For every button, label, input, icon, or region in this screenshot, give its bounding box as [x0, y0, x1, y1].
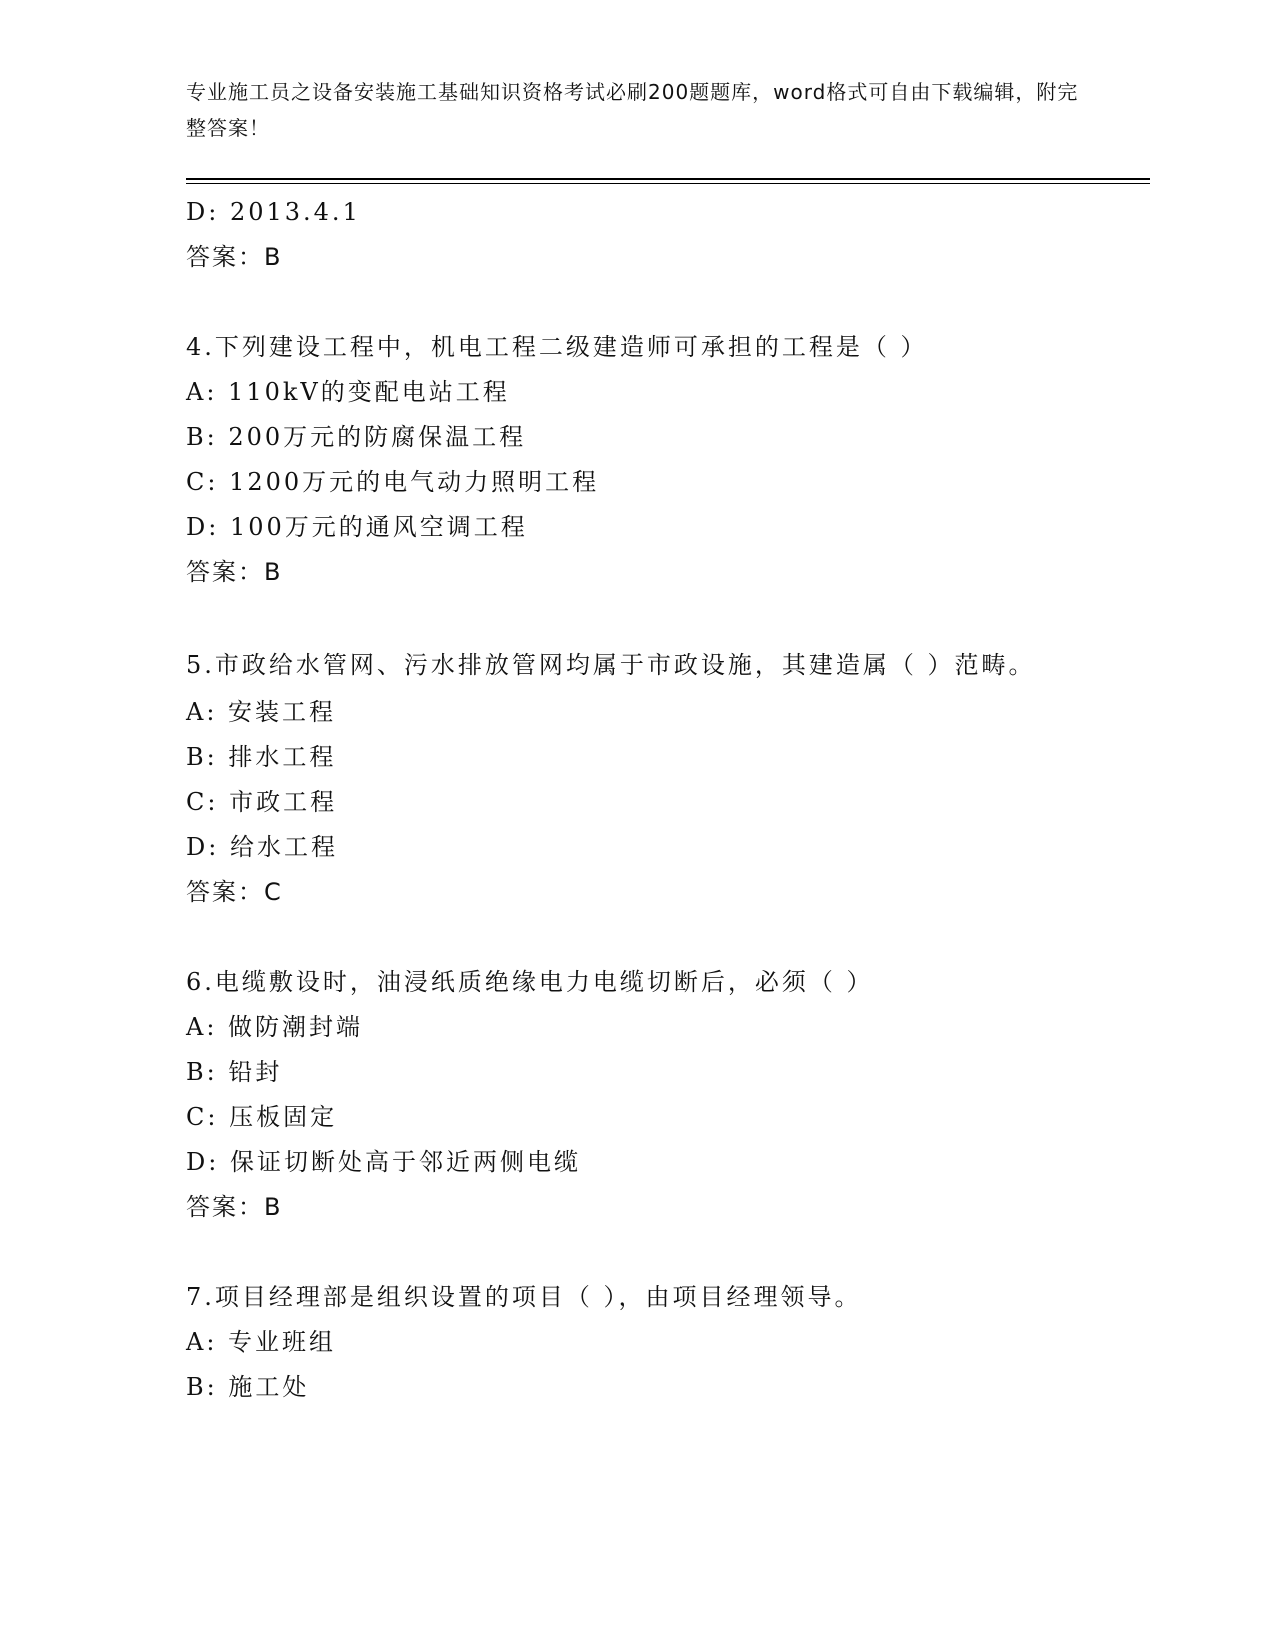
- spacer: [186, 1230, 1146, 1275]
- header-rule-thin: [186, 183, 1150, 184]
- question-4: [186, 325, 1146, 595]
- question-6: [186, 960, 1146, 1230]
- answer: 答案：B: [186, 1193, 283, 1221]
- option-c: C: 市政工程: [186, 788, 338, 816]
- answer: 答案：B: [186, 558, 283, 586]
- spacer: [186, 280, 1146, 325]
- document-header: 专业施工员之设备安装施工基础知识资格考试必刷200题题库，word格式可自由下载编辑，附完整答案！: [186, 80, 1079, 140]
- option-c: C: 1200万元的电气动力照明工程: [186, 468, 600, 496]
- option-a: A: 安装工程: [186, 698, 337, 726]
- spacer: [186, 595, 1146, 640]
- option-d: D: 给水工程: [186, 833, 338, 861]
- question-text: 6.电缆敷设时，油浸纸质绝缘电力电缆切断后，必须（ ）: [186, 968, 874, 996]
- option-b: B: 施工处: [186, 1373, 310, 1401]
- option-a: A: 做防潮封端: [186, 1013, 364, 1041]
- option-b: B: 铅封: [186, 1058, 283, 1086]
- option-b: B: 排水工程: [186, 743, 337, 771]
- option-a: A: 110kV的变配电站工程: [186, 378, 510, 406]
- option-b: B: 200万元的防腐保温工程: [186, 423, 527, 451]
- question-text: 5.市政给水管网、污水排放管网均属于市政设施，其建造属（ ）范畴。: [186, 651, 1036, 679]
- question-5: [186, 640, 1146, 915]
- answer: 答案：C: [186, 878, 283, 906]
- question-text: 7.项目经理部是组织设置的项目（ ），由项目经理领导。: [186, 1283, 862, 1311]
- spacer: [186, 915, 1146, 960]
- option-d: D: 100万元的通风空调工程: [186, 513, 528, 541]
- option-d: D: 保证切断处高于邻近两侧电缆: [186, 1148, 581, 1176]
- option-a: A: 专业班组: [186, 1328, 337, 1356]
- option-c: C: 压板固定: [186, 1103, 338, 1131]
- header-rule-thick: [186, 178, 1150, 180]
- question-text: 4.下列建设工程中，机电工程二级建造师可承担的工程是（ ）: [186, 333, 928, 361]
- question-7: [186, 1275, 1146, 1410]
- option-d: D: 2013.4.1: [186, 198, 361, 226]
- question-list: [186, 190, 1146, 1410]
- answer: 答案：B: [186, 243, 283, 271]
